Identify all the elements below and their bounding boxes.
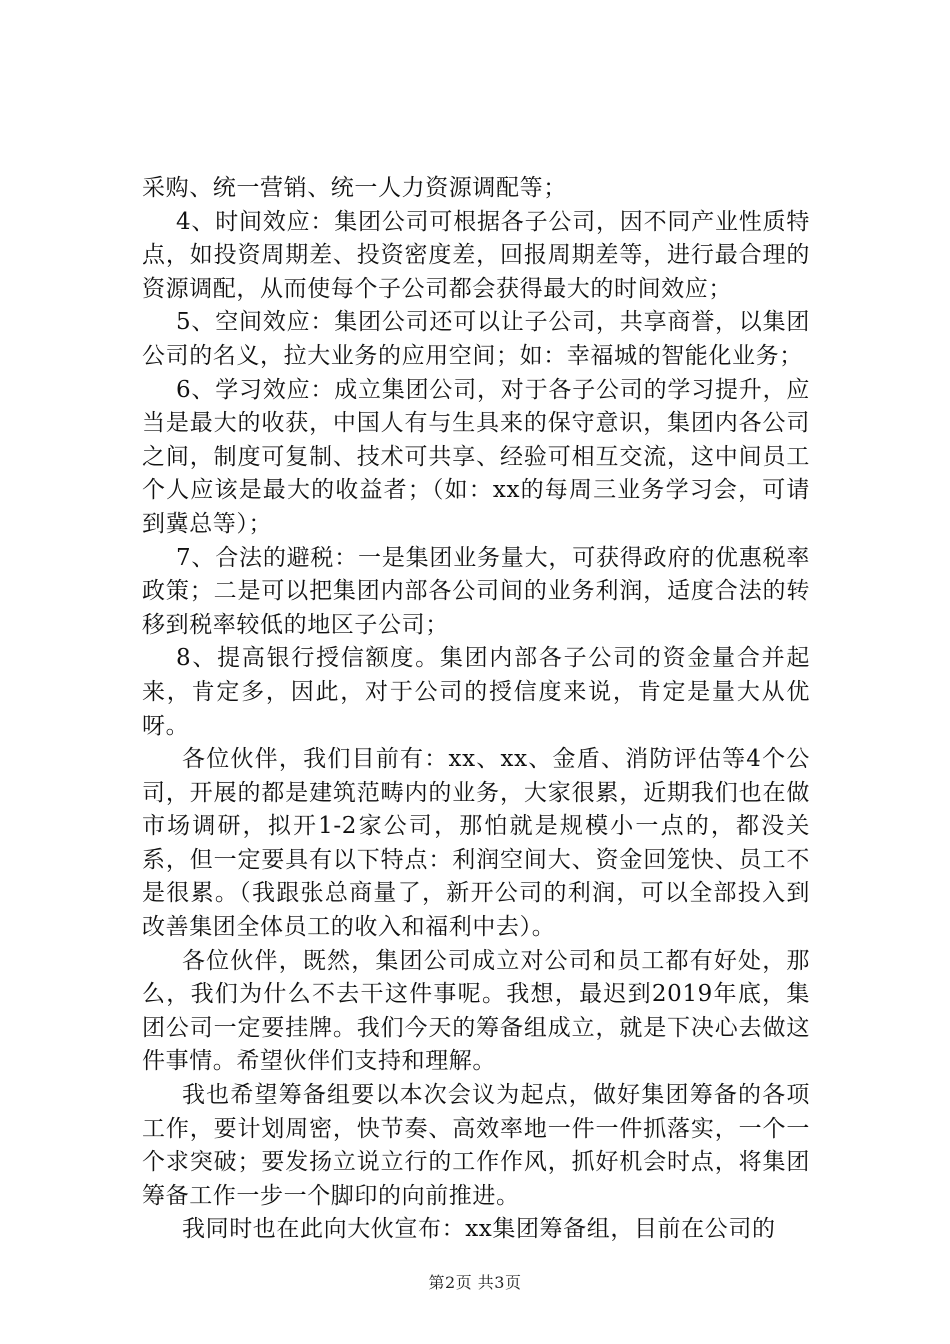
paragraph-learning-effect: 6、学习效应：成立集团公司，对于各子公司的学习提升，应当是最大的收获，中国人有与生具来的保守意识，集团内各公司之间，制度可复制、技术可共享、经验可相互交流，这中间员工个人应该是最大的收益者；（如：xx的每周三业务学习会，可请到冀总等）； xyxy=(142,376,810,537)
paragraph-tax: 7、合法的避税：一是集团业务量大，可获得政府的优惠税率政策；二是可以把集团内部各公司间的业务利润，适度合法的转移到税率较低的地区子公司； xyxy=(142,544,810,638)
document-body xyxy=(142,172,810,1247)
paragraph-time-effect: 4、时间效应：集团公司可根据各子公司，因不同产业性质特点，如投资周期差、投资密度差，回报周期差等，进行最合理的资源调配，从而使每个子公司都会获得最大的时间效应； xyxy=(142,208,810,302)
paragraph-preparation: 我也希望筹备组要以本次会议为起点，做好集团筹备的各项工作，要计划周密，快节奏、高效率地一件一件抓落实，一个一个求突破；要发扬立说立行的工作作风，抓好机会时点，将集团筹备工作一步一个脚印的向前推进。 xyxy=(142,1082,810,1209)
paragraph-credit: 8、提高银行授信额度。集团内部各子公司的资金量合并起来，肯定多，因此，对于公司的授信度来说，肯定是量大从优呀。 xyxy=(142,645,810,739)
paragraph-companies: 各位伙伴，我们目前有：xx、xx、金盾、消防评估等4个公司，开展的都是建筑范畴内的业务，大家很累，近期我们也在做市场调研，拟开1-2家公司，那怕就是规模小一点的，都没关系，但一定要具有以下特点：利润空间大、资金回笼快、员工不是很累。（我跟张总商量了，新开公司的利润，可以全部投入到改善集团全体员工的收入和福利中去）。 xyxy=(142,746,810,941)
page-number-footer: 第2页 共3页 xyxy=(428,1273,522,1292)
paragraph-announcement: 我同时也在此向大伙宣布：xx集团筹备组，目前在公司的 xyxy=(182,1216,776,1243)
paragraph-benefits: 各位伙伴，既然，集团公司成立对公司和员工都有好处，那么，我们为什么不去干这件事呢。我想，最迟到2019年底，集团公司一定要挂牌。我们今天的筹备组成立，就是下决心去做这件事情。希望伙伴们支持和理解。 xyxy=(142,947,810,1075)
paragraph-continuation: 采购、统一营销、统一人力资源调配等； xyxy=(142,175,567,201)
paragraph-space-effect: 5、空间效应：集团公司还可以让子公司，共享商誉，以集团公司的名义，拉大业务的应用空间；如：幸福城的智能化业务； xyxy=(142,309,810,369)
